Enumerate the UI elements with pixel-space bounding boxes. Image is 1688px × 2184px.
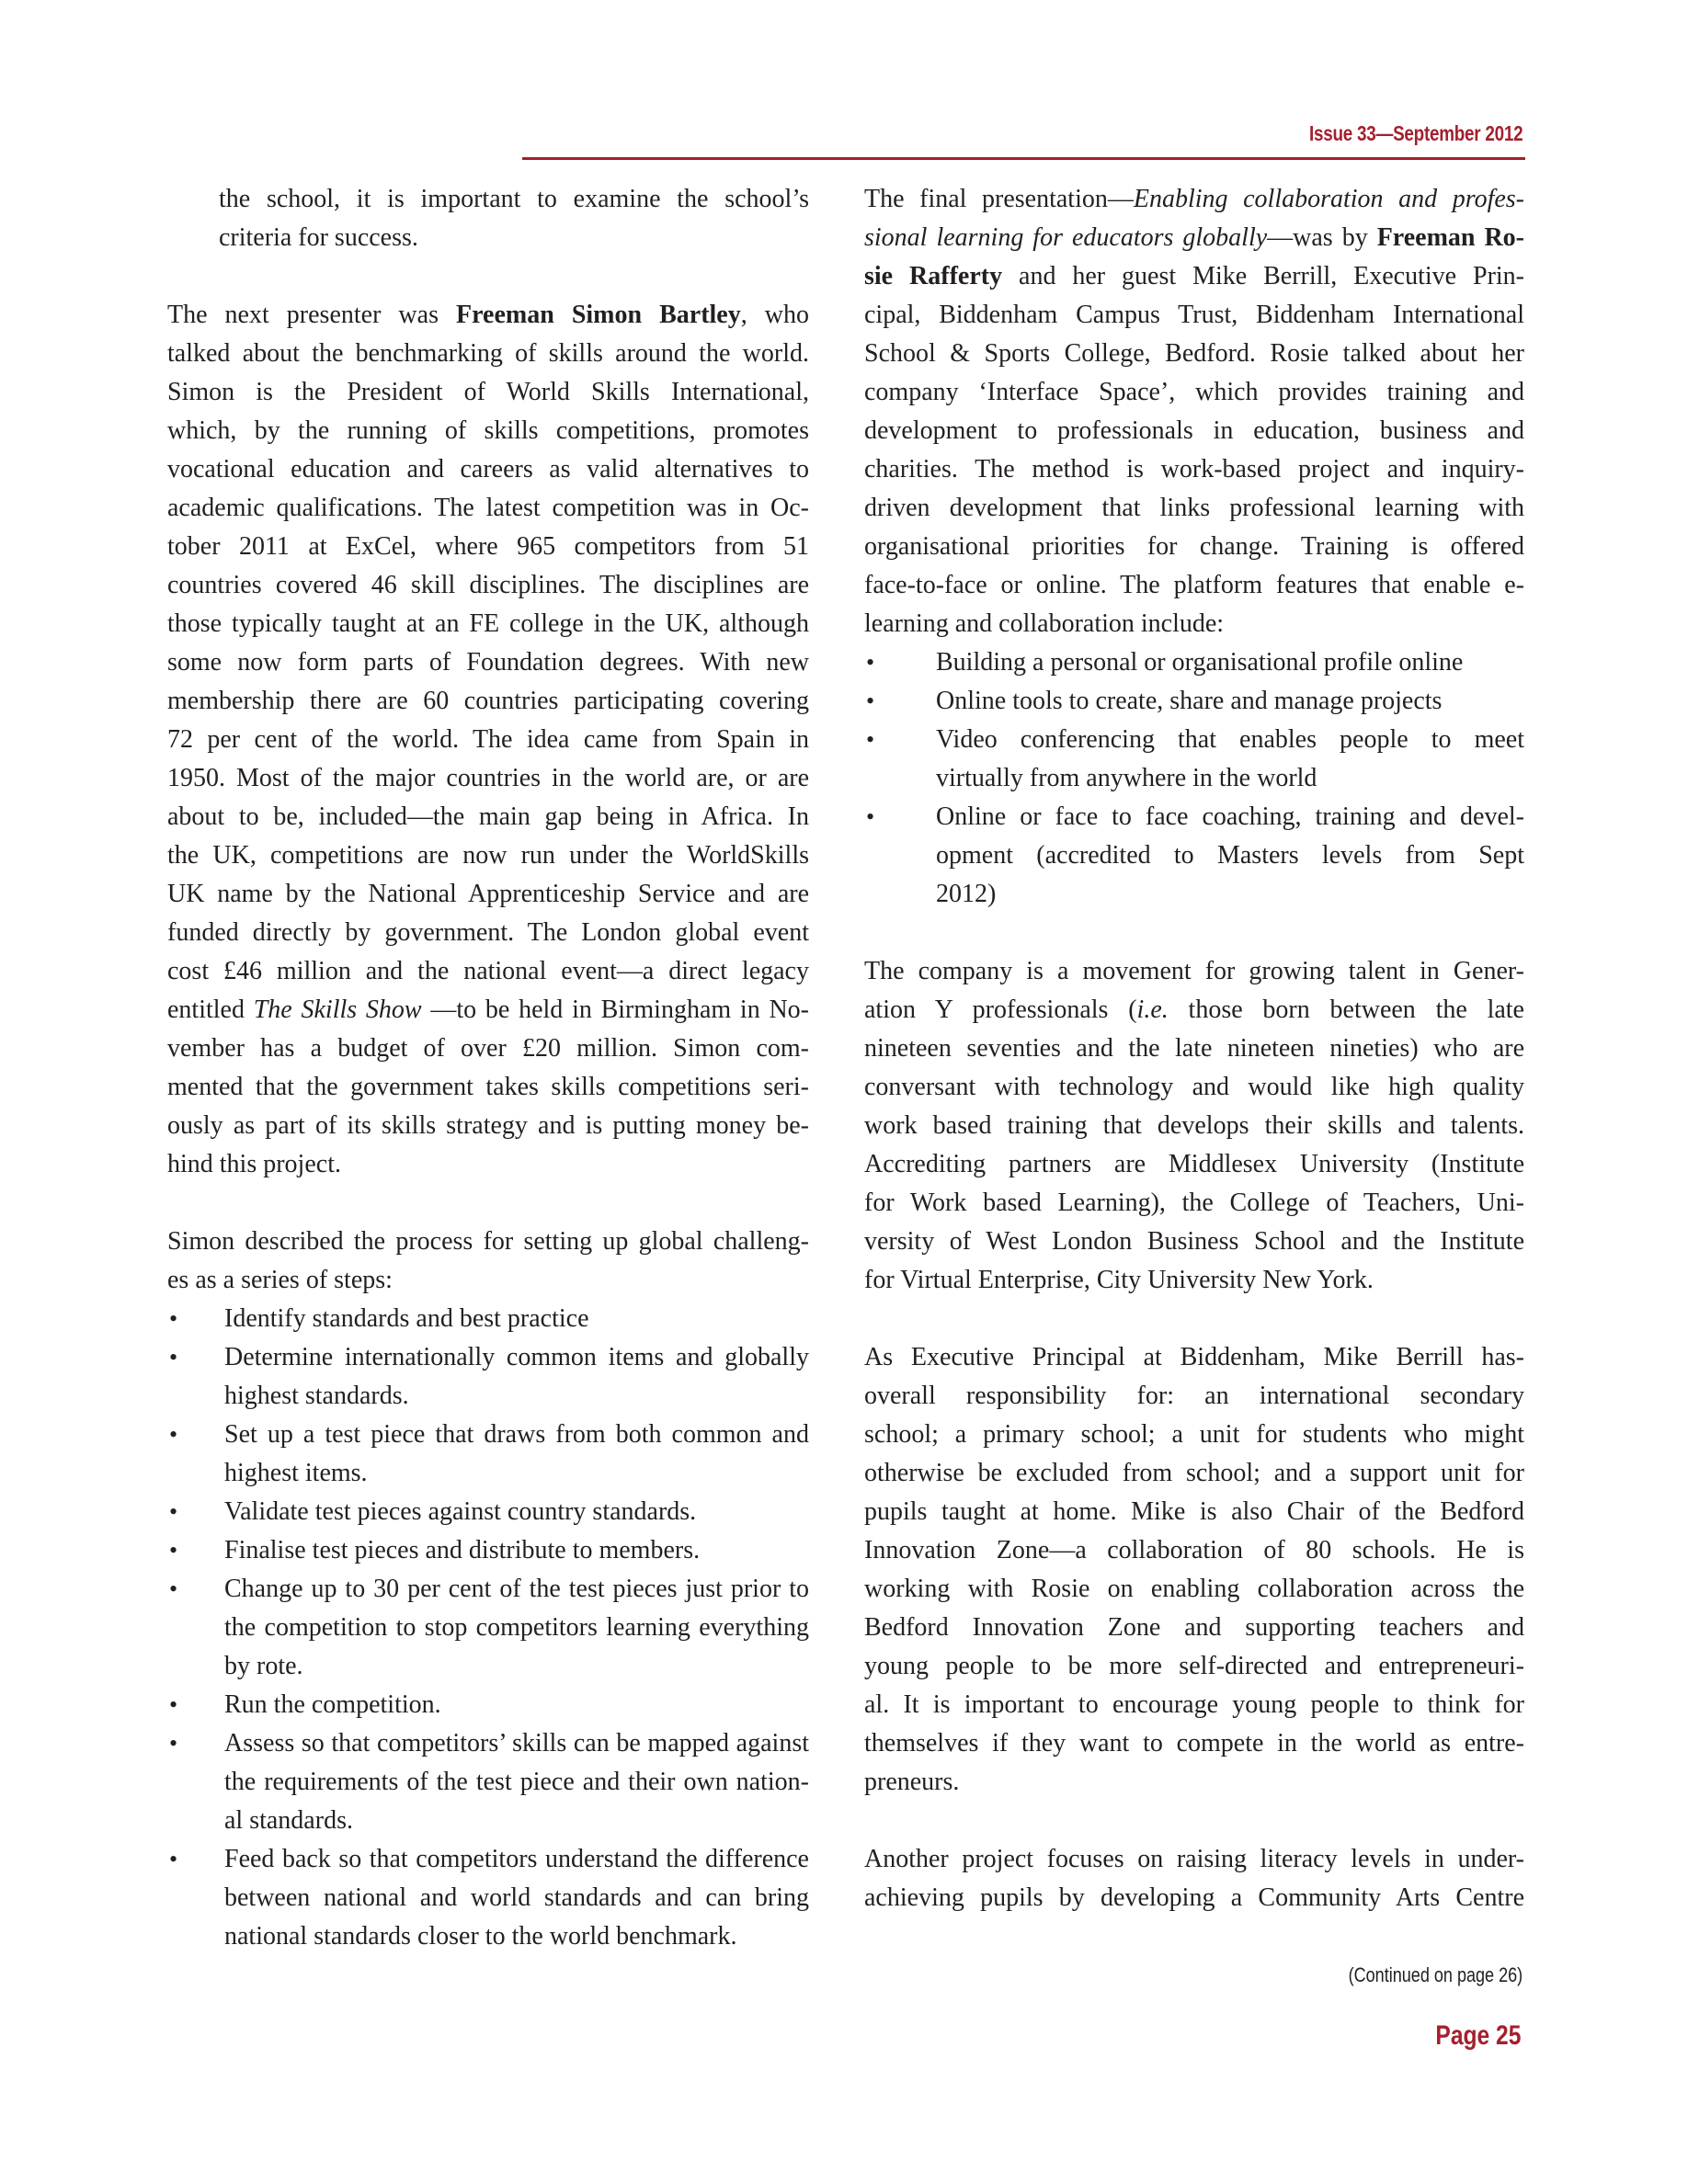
text-line: for Virtual Enterprise, City University New York. <box>864 1266 1374 1294</box>
list-item <box>864 798 1524 914</box>
list-item-line <box>167 1840 809 1879</box>
text-line: funded directly by government. The London global event <box>167 918 809 947</box>
text-line <box>167 991 809 1029</box>
list-item-text: 2012) <box>936 880 997 908</box>
bullet-icon: • <box>169 1498 178 1525</box>
list-item-line <box>167 1802 809 1840</box>
text-line: es as a series of steps: <box>167 1266 393 1294</box>
list-item-line <box>167 1531 809 1570</box>
list-item-text: the competition to stop competitors learning everything <box>224 1613 809 1642</box>
presentation-title: sional learning for educators globally <box>864 223 1268 252</box>
text-line: cipal, Biddenham Campus Trust, Biddenham International <box>864 301 1524 329</box>
list-item <box>167 1531 809 1570</box>
text-line: for Work based Learning), the College of Teachers, Uni- <box>864 1189 1524 1217</box>
text-line: which, by the running of skills competitions, promotes <box>167 416 809 445</box>
bullet-icon: • <box>169 1846 178 1872</box>
text-run: —was by <box>1267 223 1377 252</box>
list-item-text: Video conferencing that enables people to meet <box>936 725 1524 754</box>
text-line: driven development that links professional learning with <box>864 494 1524 522</box>
list-item-text: Validate test pieces against country standards. <box>224 1497 697 1526</box>
text-line: versity of West London Business School and the Institute <box>864 1227 1524 1256</box>
bullet-icon: • <box>169 1575 178 1602</box>
text-line: overall responsibility for: an international secondary <box>864 1382 1524 1410</box>
list-item <box>167 1493 809 1531</box>
list-item-line <box>167 1570 809 1609</box>
bullet-icon: • <box>866 726 875 753</box>
text-line: hind this project. <box>167 1150 341 1178</box>
text-line: development to professionals in education, business and <box>864 416 1524 445</box>
text-line: organisational priorities for change. Training is offered <box>864 532 1524 561</box>
bullet-icon: • <box>866 803 875 830</box>
continued-note: (Continued on page 26) <box>1348 1963 1523 1986</box>
features-bullet-list <box>864 643 1524 914</box>
bullet-icon: • <box>169 1730 178 1757</box>
text-line: young people to be more self-directed and entrepreneuri- <box>864 1652 1524 1680</box>
abbreviation: i.e. <box>1136 995 1169 1024</box>
list-item-text: national standards closer to the world benchmark. <box>224 1922 737 1951</box>
text-line: those typically taught at an FE college in the UK, although <box>167 609 809 638</box>
text-line: themselves if they want to compete in the world as entre- <box>864 1729 1524 1757</box>
paragraph-gap <box>864 1300 1524 1338</box>
list-item-text: Feed back so that competitors understand the difference <box>224 1845 809 1873</box>
text-line: charities. The method is work-based project and inquiry- <box>864 455 1524 483</box>
list-item-line <box>864 798 1524 836</box>
paragraph-gap <box>167 257 809 296</box>
text-line: Bedford Innovation Zone and supporting teachers and <box>864 1613 1524 1642</box>
list-item-text: virtually from anywhere in the world <box>936 764 1317 792</box>
right-column <box>864 180 1524 1917</box>
paragraph-gap <box>864 1802 1524 1840</box>
text-run: —to be held in Birmingham in No- <box>421 995 809 1024</box>
text-line: Innovation Zone—a collaboration of 80 schools. He is <box>864 1536 1524 1564</box>
list-item-text: opment (accredited to Masters levels from Sept <box>936 841 1524 870</box>
list-item-text: Identify standards and best practice <box>224 1304 589 1333</box>
header-rule <box>522 157 1525 160</box>
list-item-text: Online or face to face coaching, training and devel- <box>936 802 1524 831</box>
list-item-line <box>864 836 1524 875</box>
bullet-icon: • <box>169 1305 178 1332</box>
text-line: pupils taught at home. Mike is also Chair of the Bedford <box>864 1497 1524 1526</box>
list-item-text: Building a personal or organisational profile online <box>936 648 1464 677</box>
bullet-icon: • <box>169 1691 178 1718</box>
list-item-text: between national and world standards and can bring <box>224 1883 809 1912</box>
event-title: The Skills Show <box>253 995 422 1024</box>
list-item-text: Online tools to create, share and manage projects <box>936 687 1443 715</box>
text-line: academic qualifications. The latest competition was in Oc- <box>167 494 809 522</box>
text-line: vocational education and careers as valid alternatives to <box>167 455 809 483</box>
paragraph-gap <box>864 914 1524 952</box>
presenter-name: Freeman Simon Bartley <box>456 301 741 329</box>
bullet-icon: • <box>169 1421 178 1448</box>
list-item-text: highest items. <box>224 1459 368 1487</box>
text-run: those born between the late <box>1168 995 1524 1024</box>
text-line: Simon described the process for setting up global challeng- <box>167 1227 809 1256</box>
list-item-line <box>864 721 1524 759</box>
list-item-line <box>167 1879 809 1917</box>
text-line: some now form parts of Foundation degrees. With new <box>167 648 809 677</box>
text-line: Simon is the President of World Skills International, <box>167 378 809 406</box>
list-item-text: Change up to 30 per cent of the test pieces just prior to <box>224 1575 809 1603</box>
text-line: otherwise be excluded from school; and a support unit for <box>864 1459 1524 1487</box>
text-line: achieving pupils by developing a Community Arts Centre <box>864 1883 1524 1912</box>
list-item-line <box>167 1724 809 1763</box>
list-item <box>167 1724 809 1840</box>
list-item-text: Set up a test piece that draws from both common and <box>224 1420 809 1449</box>
list-item-line <box>167 1300 809 1338</box>
text-line: the UK, competitions are now run under the WorldSkills <box>167 841 809 870</box>
list-item-line <box>167 1917 809 1956</box>
text-line: mented that the government takes skills competitions seri- <box>167 1073 809 1101</box>
text-line: Another project focuses on raising literacy levels in under- <box>864 1845 1524 1873</box>
text-run: , who <box>740 301 809 329</box>
text-run: The final presentation— <box>864 185 1134 213</box>
list-item-text: by rote. <box>224 1652 303 1680</box>
list-item <box>167 1686 809 1724</box>
text-line: tober 2011 at ExCel, where 965 competitors from 51 <box>167 532 809 561</box>
text-line <box>167 296 809 335</box>
bullet-icon: • <box>169 1537 178 1564</box>
text-line <box>864 991 1524 1029</box>
list-item-line <box>864 643 1524 682</box>
list-item-text: Assess so that competitors’ skills can be mapped against <box>224 1729 809 1757</box>
list-item-line <box>167 1609 809 1647</box>
text-line: preneurs. <box>864 1768 960 1796</box>
text-line: work based training that develops their skills and talents. <box>864 1111 1524 1140</box>
text-line: countries covered 46 skill disciplines. The disciplines are <box>167 571 809 599</box>
text-line: conversant with technology and would like high quality <box>864 1073 1524 1101</box>
list-item-line <box>167 1686 809 1724</box>
text-line: learning and collaboration include: <box>864 609 1225 638</box>
presentation-title: Enabling collaboration and profes- <box>1133 185 1524 213</box>
text-run: entitled <box>167 995 254 1024</box>
list-item-line <box>167 1416 809 1454</box>
list-item <box>167 1570 809 1686</box>
text-line: talked about the benchmarking of skills around the world. <box>167 339 809 368</box>
text-line <box>864 219 1524 257</box>
text-line: working with Rosie on enabling collaboration across the <box>864 1575 1524 1603</box>
text-run: and her guest Mike Berrill, Executive Prin- <box>1002 262 1524 290</box>
text-line: criteria for success. <box>219 223 418 252</box>
list-item <box>167 1300 809 1338</box>
list-item-line <box>864 875 1524 914</box>
list-item-text: highest standards. <box>224 1382 409 1410</box>
text-line: the school, it is important to examine the school’s <box>219 185 809 213</box>
list-item-text: the requirements of the test piece and their own nation- <box>224 1768 809 1796</box>
list-item-line <box>167 1647 809 1686</box>
presenter-name: Freeman Ro- <box>1376 223 1524 252</box>
text-line: about to be, included—the main gap being in Africa. In <box>167 802 809 831</box>
list-item-text: Determine internationally common items and globally <box>224 1343 809 1371</box>
text-line: 1950. Most of the major countries in the world are, or are <box>167 764 809 792</box>
text-line: vember has a budget of over £20 million. Simon com- <box>167 1034 809 1063</box>
text-line: As Executive Principal at Biddenham, Mike Berrill has- <box>864 1343 1524 1371</box>
list-item-line <box>167 1493 809 1531</box>
list-item-text: al standards. <box>224 1806 353 1835</box>
list-item <box>864 682 1524 721</box>
text-line: Accrediting partners are Middlesex University (Institute <box>864 1150 1524 1178</box>
text-line: face-to-face or online. The platform features that enable e- <box>864 571 1524 599</box>
list-item <box>864 643 1524 682</box>
steps-bullet-list <box>167 1300 809 1956</box>
list-item-line <box>167 1338 809 1377</box>
left-column <box>167 180 809 1956</box>
bullet-icon: • <box>866 649 875 676</box>
presenter-name: sie Rafferty <box>864 262 1003 290</box>
text-line: company ‘Interface Space’, which provides training and <box>864 378 1524 406</box>
list-item-line <box>864 759 1524 798</box>
text-line <box>864 257 1524 296</box>
list-item <box>864 721 1524 798</box>
list-item-line <box>864 682 1524 721</box>
list-item <box>167 1840 809 1956</box>
text-line: School & Sports College, Bedford. Rosie talked about her <box>864 339 1524 368</box>
list-item-line <box>167 1454 809 1493</box>
text-line: cost £46 million and the national event—a direct legacy <box>167 957 809 985</box>
list-item-line <box>167 1377 809 1416</box>
text-line: UK name by the National Apprenticeship Service and are <box>167 880 809 908</box>
text-line: The company is a movement for growing talent in Gener- <box>864 957 1524 985</box>
list-item <box>167 1416 809 1493</box>
page-number: Page 25 <box>1434 2020 1521 2051</box>
text-line: 72 per cent of the world. The idea came from Spain in <box>167 725 809 754</box>
bullet-icon: • <box>169 1344 178 1371</box>
text-line: school; a primary school; a unit for students who might <box>864 1420 1524 1449</box>
paragraph-gap <box>167 1184 809 1223</box>
text-line: nineteen seventies and the late nineteen nineties) who are <box>864 1034 1524 1063</box>
list-item-text: Run the competition. <box>224 1690 441 1719</box>
issue-header: Issue 33—September 2012 <box>1308 121 1523 145</box>
bullet-icon: • <box>866 688 875 714</box>
text-line <box>864 180 1524 219</box>
list-item-line <box>167 1763 809 1802</box>
list-item <box>167 1338 809 1416</box>
text-run: ation Y professionals ( <box>864 995 1137 1024</box>
list-item-text: Finalise test pieces and distribute to members. <box>224 1536 701 1564</box>
text-run: The next presenter was <box>167 301 457 329</box>
text-line: membership there are 60 countries participating covering <box>167 687 809 715</box>
text-line: ously as part of its skills strategy and is putting money be- <box>167 1111 809 1140</box>
text-line: al. It is important to encourage young people to think for <box>864 1690 1524 1719</box>
